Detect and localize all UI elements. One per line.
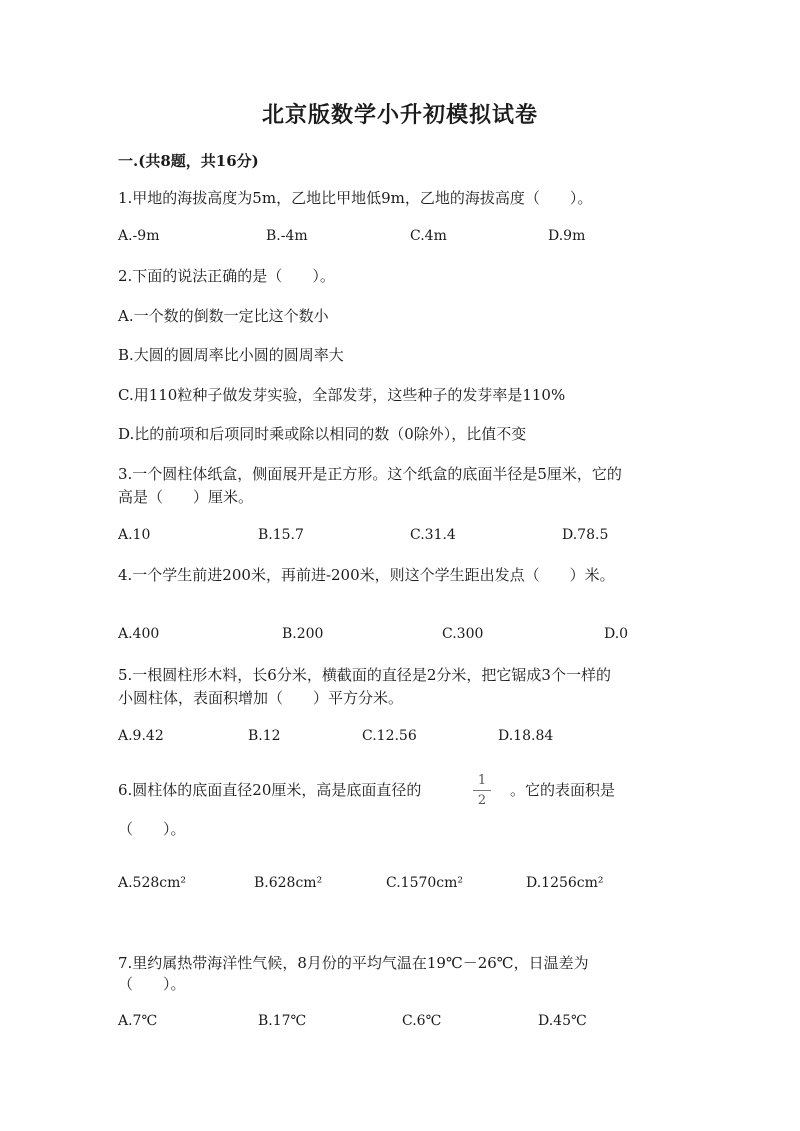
question-3-option-c: C.31.4 [410,527,456,543]
question-2-option-c: C.用110粒种子做发芽实验，全部发芽，这些种子的发芽率是110% [118,386,566,404]
question-1-option-d: D.9m [548,228,586,244]
question-6-option-c: C.1570cm² [386,875,464,891]
question-4-stem: 4.一个学生前进200米，再前进-200米，则这个学生距出发点（ ）米。 [118,566,615,584]
question-2-option-b: B.大圆的圆周率比小圆的圆周率大 [118,346,344,364]
question-6-stem-part-1: 6.圆柱体的底面直径20厘米，高是底面直径的 [118,781,422,799]
fraction-numerator: 1 [477,773,487,788]
question-6-option-a: A.528cm² [118,875,187,891]
question-7-stem-line-2: （ ）。 [118,975,186,993]
question-6-stem-line-2: （ ）。 [118,820,186,838]
question-5-stem-line-1: 5.一根圆柱形木料，长6分米，横截面的直径是2分米，把它锯成3个一样的 [118,666,611,684]
question-3-option-a: A.10 [118,527,151,543]
question-7-option-a: A.7℃ [118,1013,158,1029]
question-2-option-d: D.比的前项和后项同时乘或除以相同的数（0除外），比值不变 [118,425,527,443]
question-5-option-d: D.18.84 [498,728,554,744]
fraction-one-half [472,773,492,808]
question-1-option-b: B.-4m [266,228,308,244]
question-7-option-b: B.17℃ [258,1013,307,1029]
question-7-option-d: D.45℃ [538,1013,587,1029]
question-3-stem-line-1: 3.一个圆柱体纸盒，侧面展开是正方形。这个纸盒的底面半径是5厘米，它的 [118,465,622,483]
question-5-option-c: C.12.56 [362,728,417,744]
page-title: 北京版数学小升初模拟试卷 [261,102,538,128]
question-3-stem-line-2: 高是（ ）厘米。 [118,488,254,506]
question-2-option-a: A.一个数的倒数一定比这个数小 [118,307,329,325]
question-4-option-a: A.400 [118,626,160,642]
question-4-option-b: B.200 [282,626,324,642]
question-1-option-c: C.4m [410,228,447,244]
question-5-option-a: A.9.42 [118,728,164,744]
question-1-stem: 1.甲地的海拔高度为5m，乙地比甲地低9m，乙地的海拔高度（ ）。 [118,189,593,207]
question-6-stem-part-2: 。它的表面积是 [510,781,616,799]
question-4-option-c: C.300 [442,626,484,642]
question-7-stem-line-1: 7.里约属热带海洋性气候，8月份的平均气温在19℃－26℃，日温差为 [118,954,589,972]
fraction-bar [473,790,491,791]
question-5-stem-line-2: 小圆柱体，表面积增加（ ）平方分米。 [118,689,404,707]
question-2-stem: 2.下面的说法正确的是（ ）。 [118,267,335,285]
fraction-denominator: 2 [477,793,487,808]
question-6-option-d: D.1256cm² [526,875,604,891]
question-5-option-b: B.12 [248,728,281,744]
question-3-option-d: D.78.5 [562,527,609,543]
question-4-option-d: D.0 [604,626,629,642]
question-7-option-c: C.6℃ [402,1013,442,1029]
question-6-option-b: B.628cm² [254,875,323,891]
question-1-option-a: A.-9m [118,228,160,244]
question-3-option-b: B.15.7 [258,527,304,543]
section-heading: 一.(共8题，共16分) [118,152,259,170]
